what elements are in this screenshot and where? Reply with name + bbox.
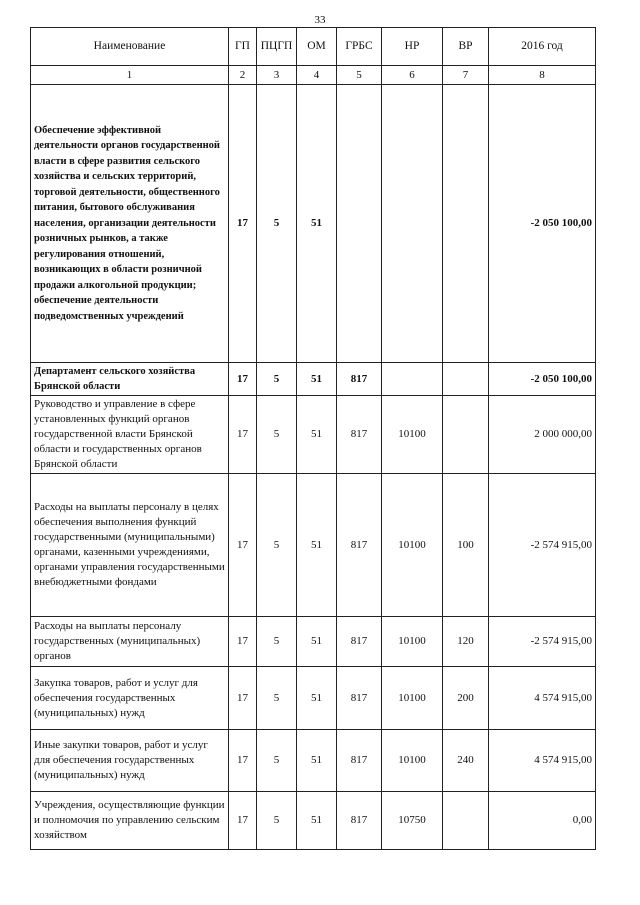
vr-cell xyxy=(443,363,489,396)
index-2: 2 xyxy=(229,66,257,85)
pcgp-cell: 5 xyxy=(257,792,297,850)
column-index-row xyxy=(31,66,596,85)
index-7: 7 xyxy=(443,66,489,85)
table-row xyxy=(31,396,596,474)
budget-table xyxy=(30,27,596,850)
header-vr: ВР xyxy=(443,28,489,66)
amount-cell: 2 000 000,00 xyxy=(489,396,596,474)
row-name-cell: Руководство и управление в сфере установленных функций органов государственной власти Брянской области и государственных органов Брянской области xyxy=(31,396,229,474)
vr-cell: 200 xyxy=(443,667,489,730)
header-grbs: ГРБС xyxy=(337,28,382,66)
om-cell: 51 xyxy=(297,667,337,730)
pcgp-cell: 5 xyxy=(257,667,297,730)
grbs-cell: 817 xyxy=(337,792,382,850)
table-row xyxy=(31,363,596,396)
header-nr: НР xyxy=(382,28,443,66)
vr-cell xyxy=(443,792,489,850)
grbs-cell: 817 xyxy=(337,474,382,617)
index-8: 8 xyxy=(489,66,596,85)
header-om: ОМ xyxy=(297,28,337,66)
row-name-cell: Обеспечение эффективной деятельности органов государственной власти в сфере развития сельского хозяйства и сельских территорий, торговой деятельности, общественного питания, бытового обслуживания населения, организации деятельности розничных рынков, а также регулирования отношений, возникающих в области розничной продажи алкогольной продукции; обеспечение деятельности подведомственных учреждений xyxy=(31,85,229,363)
pcgp-cell: 5 xyxy=(257,617,297,667)
nr-cell: 10100 xyxy=(382,617,443,667)
nr-cell: 10100 xyxy=(382,396,443,474)
nr-cell: 10100 xyxy=(382,730,443,792)
grbs-cell: 817 xyxy=(337,396,382,474)
grbs-cell: 817 xyxy=(337,667,382,730)
grbs-cell xyxy=(337,85,382,363)
index-6: 6 xyxy=(382,66,443,85)
table-row xyxy=(31,474,596,617)
amount-cell: -2 574 915,00 xyxy=(489,474,596,617)
vr-cell: 240 xyxy=(443,730,489,792)
nr-cell xyxy=(382,85,443,363)
grbs-cell: 817 xyxy=(337,730,382,792)
row-name-cell: Учреждения, осуществляющие функции и полномочия по управлению сельским хозяйством xyxy=(31,792,229,850)
pcgp-cell: 5 xyxy=(257,730,297,792)
gp-cell: 17 xyxy=(229,617,257,667)
table-header-row xyxy=(31,28,596,66)
gp-cell: 17 xyxy=(229,667,257,730)
amount-cell: 4 574 915,00 xyxy=(489,730,596,792)
nr-cell xyxy=(382,363,443,396)
row-name-cell: Иные закупки товаров, работ и услуг для обеспечения государственных (муниципальных) нужд xyxy=(31,730,229,792)
header-name: Наименование xyxy=(31,28,229,66)
row-name-cell: Закупка товаров, работ и услуг для обеспечения государственных (муниципальных) нужд xyxy=(31,667,229,730)
gp-cell: 17 xyxy=(229,363,257,396)
amount-cell: -2 574 915,00 xyxy=(489,617,596,667)
grbs-cell: 817 xyxy=(337,363,382,396)
om-cell: 51 xyxy=(297,792,337,850)
pcgp-cell: 5 xyxy=(257,85,297,363)
header-pcgp: ПЦГП xyxy=(257,28,297,66)
pcgp-cell: 5 xyxy=(257,396,297,474)
gp-cell: 17 xyxy=(229,792,257,850)
row-name-cell: Департамент сельского хозяйства Брянской области xyxy=(31,363,229,396)
om-cell: 51 xyxy=(297,396,337,474)
index-1: 1 xyxy=(31,66,229,85)
vr-cell xyxy=(443,396,489,474)
table-row xyxy=(31,667,596,730)
amount-cell: 4 574 915,00 xyxy=(489,667,596,730)
grbs-cell: 817 xyxy=(337,617,382,667)
row-name-cell: Расходы на выплаты персоналу государственных (муниципальных) органов xyxy=(31,617,229,667)
row-name-cell: Расходы на выплаты персоналу в целях обеспечения выполнения функций государственными (муниципальными) органами, казенными учреждениями, органами управления государственными внебюджетными фондами xyxy=(31,474,229,617)
om-cell: 51 xyxy=(297,617,337,667)
pcgp-cell: 5 xyxy=(257,474,297,617)
gp-cell: 17 xyxy=(229,85,257,363)
vr-cell: 120 xyxy=(443,617,489,667)
table-row xyxy=(31,617,596,667)
om-cell: 51 xyxy=(297,474,337,617)
gp-cell: 17 xyxy=(229,396,257,474)
index-4: 4 xyxy=(297,66,337,85)
table-row xyxy=(31,85,596,363)
header-year: 2016 год xyxy=(489,28,596,66)
table-row xyxy=(31,730,596,792)
header-gp: ГП xyxy=(229,28,257,66)
gp-cell: 17 xyxy=(229,730,257,792)
index-3: 3 xyxy=(257,66,297,85)
index-5: 5 xyxy=(337,66,382,85)
om-cell: 51 xyxy=(297,730,337,792)
nr-cell: 10750 xyxy=(382,792,443,850)
gp-cell: 17 xyxy=(229,474,257,617)
om-cell: 51 xyxy=(297,363,337,396)
vr-cell: 100 xyxy=(443,474,489,617)
page-number: 33 xyxy=(314,14,326,26)
table-row xyxy=(31,792,596,850)
nr-cell: 10100 xyxy=(382,667,443,730)
vr-cell xyxy=(443,85,489,363)
om-cell: 51 xyxy=(297,85,337,363)
amount-cell: -2 050 100,00 xyxy=(489,363,596,396)
pcgp-cell: 5 xyxy=(257,363,297,396)
amount-cell: -2 050 100,00 xyxy=(489,85,596,363)
amount-cell: 0,00 xyxy=(489,792,596,850)
nr-cell: 10100 xyxy=(382,474,443,617)
